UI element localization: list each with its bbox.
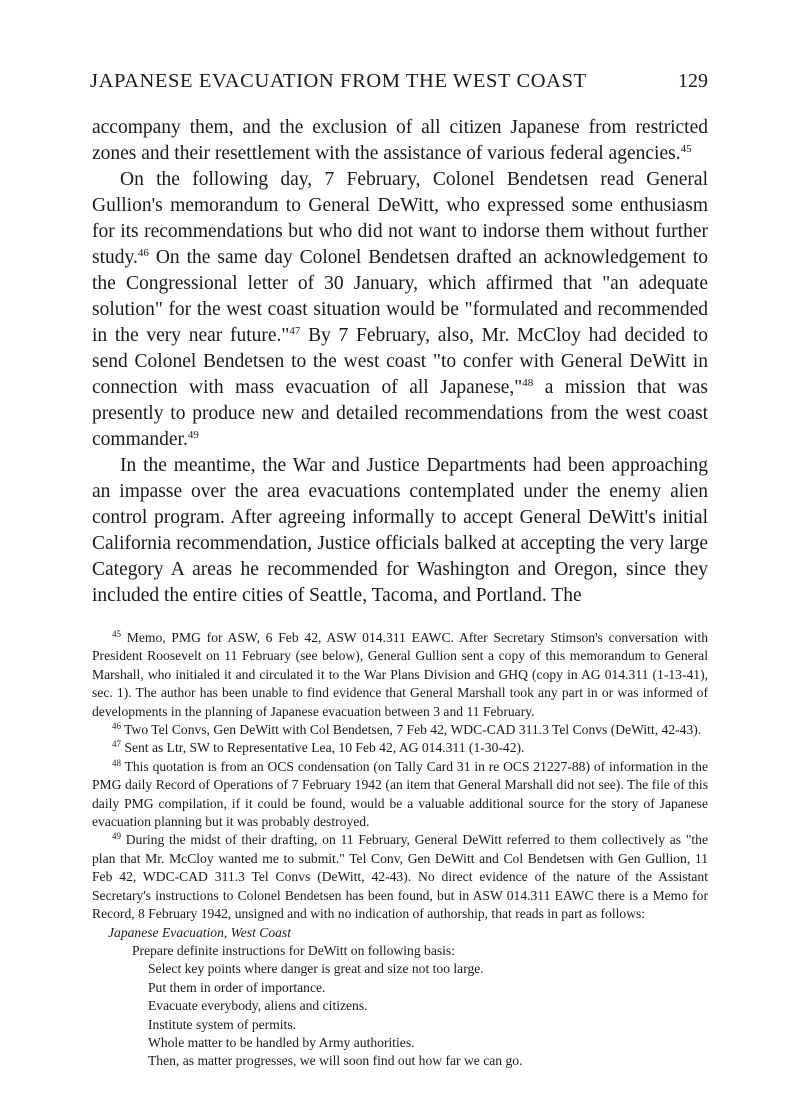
footnote-49 — [92, 831, 708, 923]
paragraph-2-seg-2: On the same day Colonel Bendetsen drafted an acknowledgement to the Congressional letter of 30 January, which affirmed that "an adequate solution" for the west coast situation would be "formulated and recommended in the very near future." — [92, 247, 708, 346]
footnote-ref-46: 46 — [137, 247, 149, 259]
running-head-title: JAPANESE EVACUATION FROM THE WEST COAST — [90, 70, 587, 92]
footnote-mark: 45 — [112, 629, 121, 639]
footnote-ref-48: 48 — [522, 377, 534, 389]
memo-item: Select key points where danger is great and size not too large. — [148, 961, 484, 977]
memo-item: Whole matter to be handled by Army authorities. — [148, 1034, 415, 1050]
footnote-47 — [92, 739, 708, 757]
footnote-text: Sent as Ltr, SW to Representative Lea, 10 Feb 42, AG 014.311 (1-30-42). — [121, 740, 525, 756]
memo-lead: Prepare definite instructions for DeWitt on following basis: — [132, 942, 455, 958]
footnote-ref-49: 49 — [187, 429, 199, 441]
footnote-text: During the midst of their drafting, on 11 February, General DeWitt referred to them collectively as "the plan that Mr. McCloy wanted me to submit." Tel Conv, Gen DeWitt and Col Bendetsen with Gen Gullion, 11 Feb 42, WDC-CAD 311.3 Tel Convs (DeWitt, 42-43). No direct evidence of the nature of the Assistant Secretary's instructions to Colonel Bendetsen has been found, but in ASW 014.311 EAWC there is a Memo for Record, 8 February 1942, unsigned and with no indication of authorship, that reads in part as follows: — [92, 832, 708, 922]
paragraph-3 — [92, 453, 708, 609]
paragraph-1 — [92, 115, 708, 167]
paragraph-2 — [92, 167, 708, 453]
footnote-ref-47: 47 — [289, 325, 301, 337]
footnote-ref-45: 45 — [680, 143, 692, 155]
memo-item: Then, as matter progresses, we will soon find out how far we can go. — [148, 1053, 523, 1069]
paragraph-3-text: In the meantime, the War and Justice Departments had been approaching an impasse over the area evacuations contemplated under the enemy alien control program. After agreeing informally to accept General DeWitt's initial California recommendation, Justice officials balked at accepting the very large Category A areas he recommended for Washington and Oregon, since they included the entire cities of Seattle, Tacoma, and Portland. The — [92, 455, 708, 606]
footnote-mark: 47 — [112, 739, 121, 750]
footnote-46 — [92, 721, 708, 739]
footnotes — [92, 629, 708, 1071]
body-text — [92, 115, 708, 609]
paragraph-2-seg-4: a mission that was presently to produce new and detailed recommendations from the west coast commander. — [92, 377, 709, 450]
memo-item: Put them in order of importance. — [148, 979, 326, 995]
footnote-text: This quotation is from an OCS condensation (on Tally Card 31 in re OCS 21227-88) of information in the PMG daily Record of Operations of 7 February 1942 (an item that General Marshall did not see). The file of this daily PMG compilation, if it could be found, would be a valuable additional source for the story of Japanese evacuation planning but it was probably destroyed. — [92, 758, 708, 830]
memo-title: Japanese Evacuation, West Coast — [108, 924, 291, 940]
paragraph-1-text: accompany them, and the exclusion of all citizen Japanese from restricted zones and their resettlement with the assistance of various federal agencies. — [92, 117, 708, 164]
footnote-mark: 46 — [112, 721, 121, 732]
footnote-text: Two Tel Convs, Gen DeWitt with Col Bendetsen, 7 Feb 42, WDC-CAD 311.3 Tel Convs (DeWitt, 42-43). — [121, 722, 702, 738]
footnote-mark: 49 — [112, 831, 121, 842]
page-number: 129 — [678, 70, 708, 92]
footnote-text: Memo, PMG for ASW, 6 Feb 42, ASW 014.311 EAWC. After Secretary Stimson's conversation with President Roosevelt on 11 February (see below), General Gullion sent a copy of this memorandum to General Marshall, who initialed it and circulated it to the War Plans Division and GHQ (copy in AG 014.311 (1-13-41), sec. 1). The author has been unable to find evidence that General Marshall took any part in or was informed of developments in the planning of Japanese evacuation between 3 and 11 February. — [92, 630, 708, 719]
paragraph-2-seg-3: By 7 February, also, Mr. McCloy had decided to send Colonel Bendetsen to the west coast "to confer with General DeWitt in connection with mass evacuation of all Japanese," — [92, 325, 708, 398]
paragraph-2-seg-1: On the following day, 7 February, Colonel Bendetsen read General Gullion's memorandum to General DeWitt, who expressed some enthusiasm for its recommendations but who did not want to indorse them without further study. — [92, 169, 708, 268]
memo-item: Institute system of permits. — [148, 1016, 297, 1032]
running-head — [90, 70, 708, 100]
footnote-48 — [92, 758, 708, 832]
footnote-mark: 48 — [112, 757, 121, 768]
book-page — [92, 70, 708, 1071]
footnote-45 — [92, 629, 708, 721]
memo-item: Evacuate everybody, aliens and citizens. — [148, 998, 368, 1014]
